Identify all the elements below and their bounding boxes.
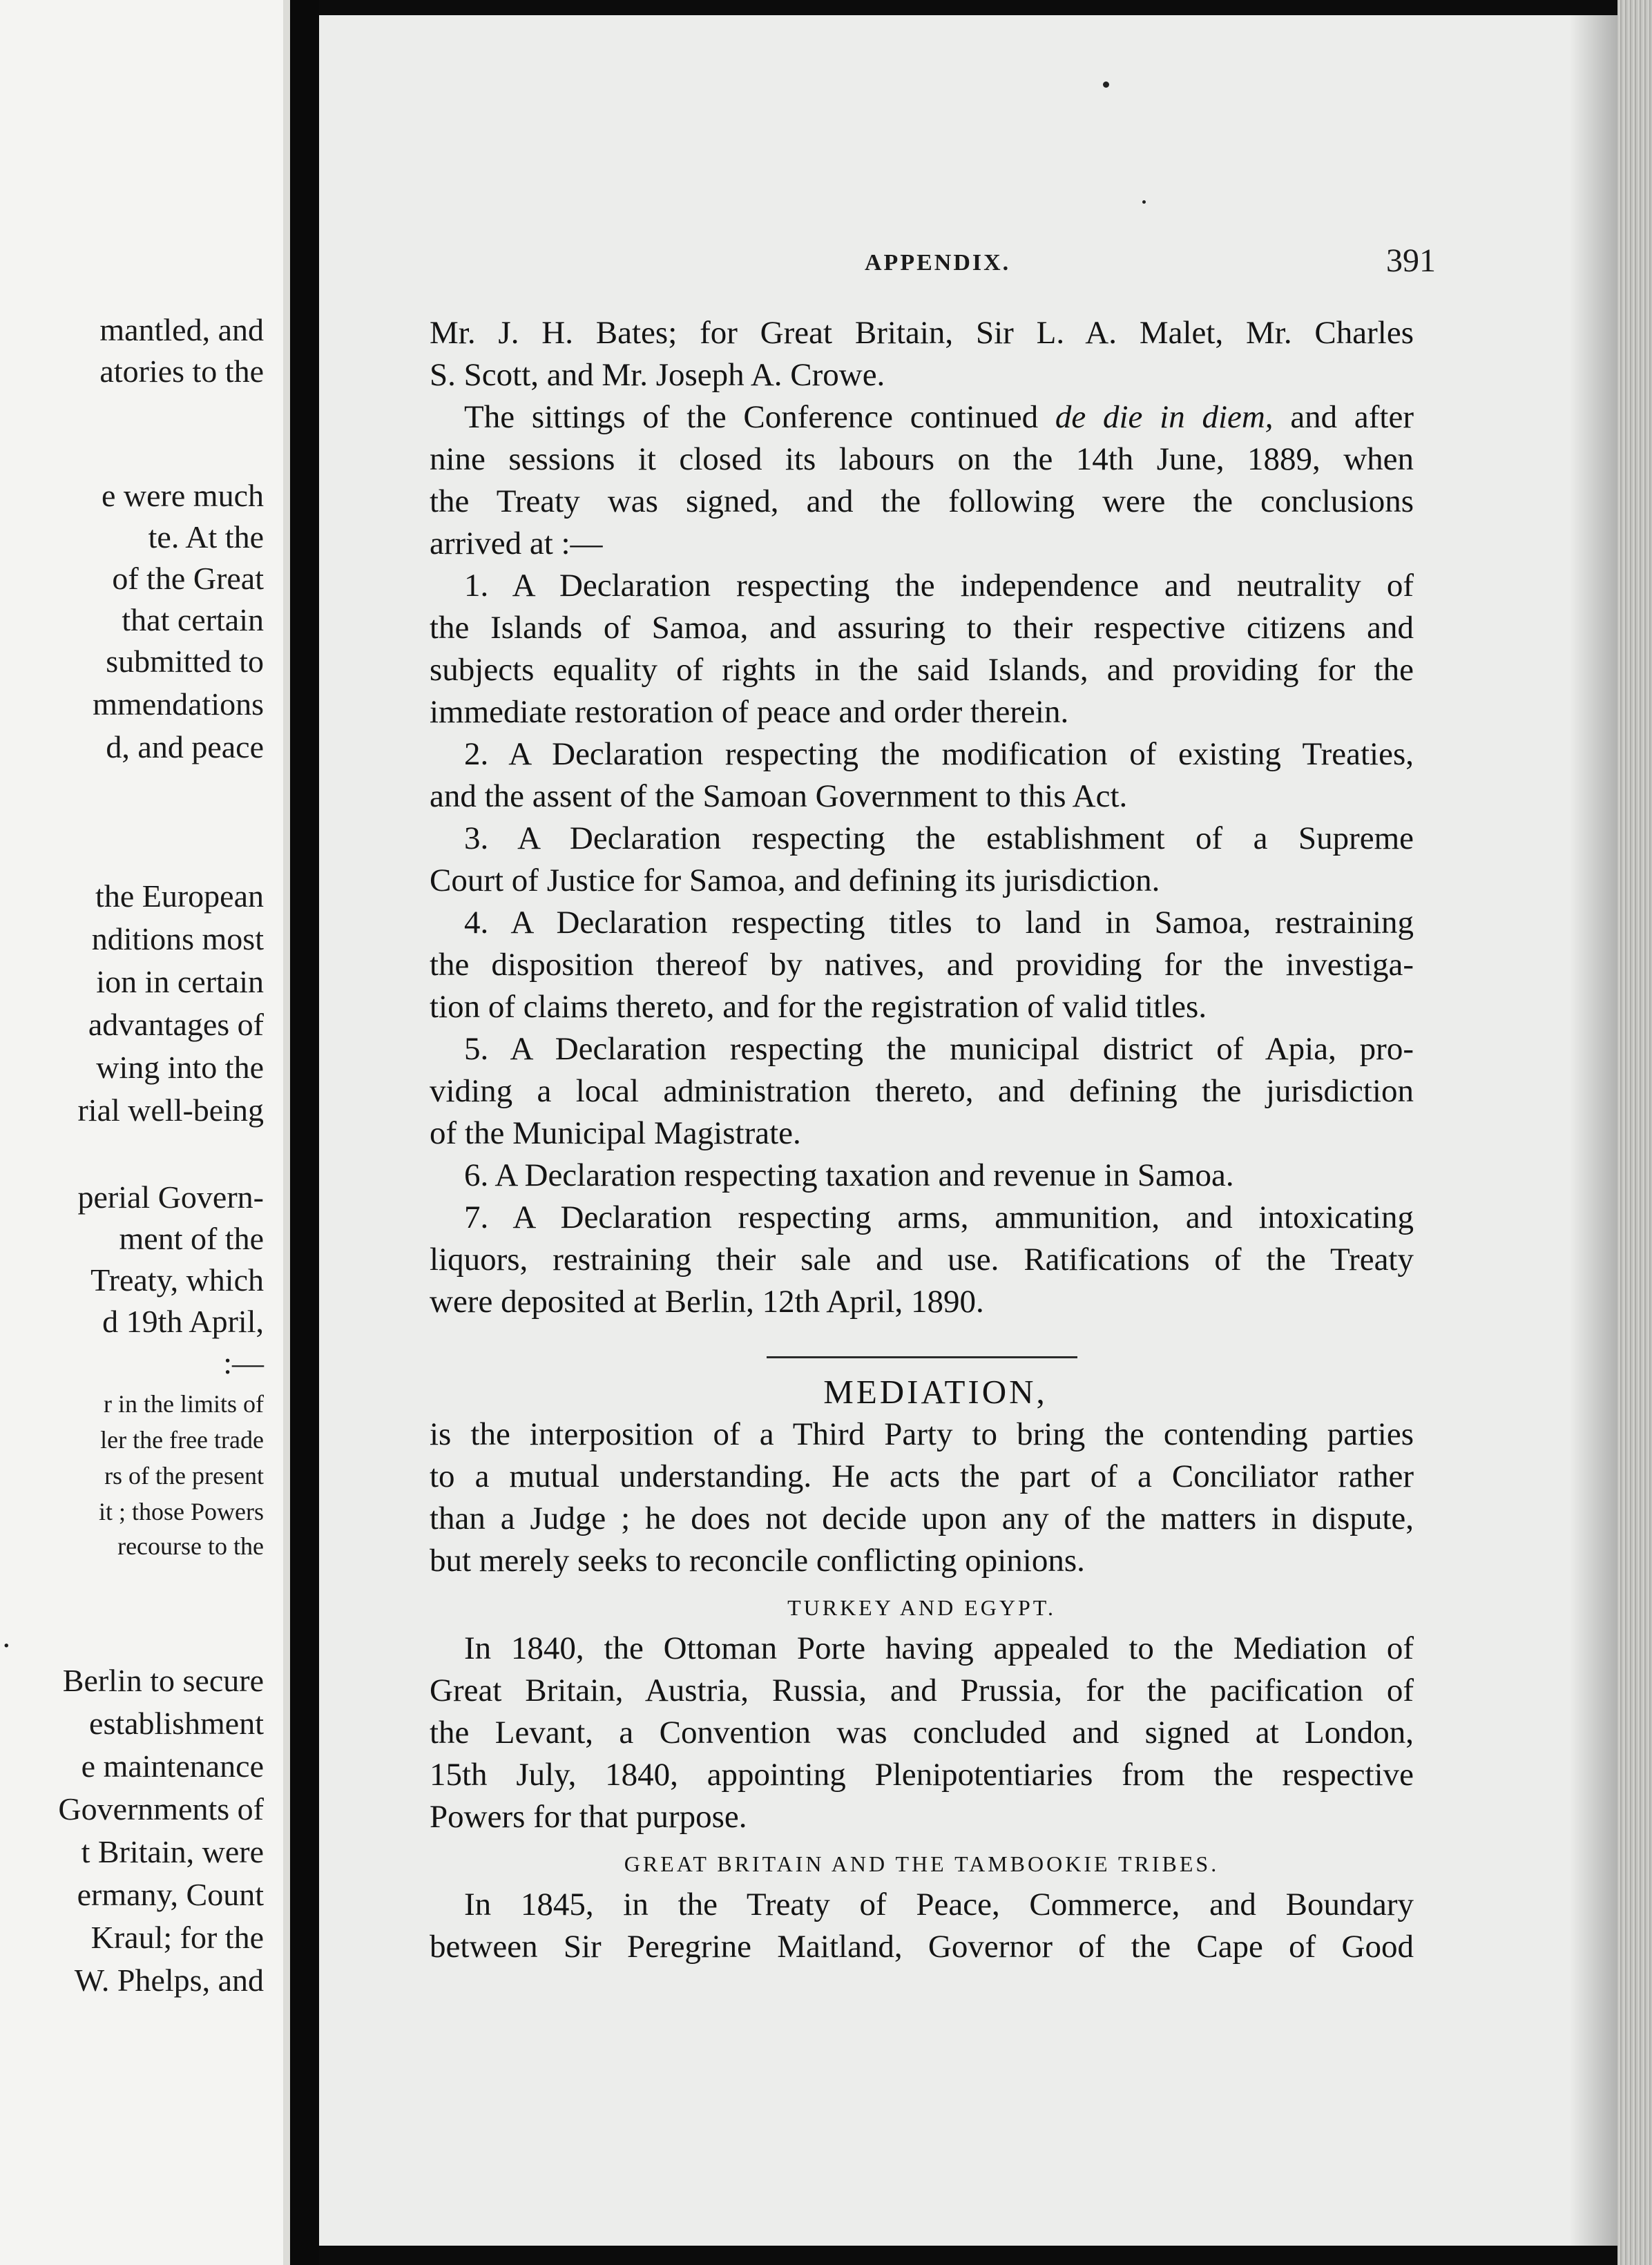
text-line: Powers for that purpose. xyxy=(430,1799,747,1835)
book-gutter xyxy=(290,0,319,2265)
latin-phrase: de die in diem, xyxy=(1055,399,1274,435)
left-text-line: rial well-being xyxy=(77,1092,264,1128)
text-run: and after xyxy=(1290,399,1414,435)
left-text-line: advantages of xyxy=(88,1007,264,1042)
list-item-line: 4. A Declaration respecting titles to land in Samoa, restraining xyxy=(464,905,1414,941)
text-line: between Sir Peregrine Maitland, Governor of the Cape of Good xyxy=(430,1929,1414,1965)
left-footnote-line: rs of the present xyxy=(104,1462,264,1490)
list-item-line: 6. A Declaration respecting taxation and revenue in Samoa. xyxy=(464,1157,1234,1193)
left-text-line: ermany, Count xyxy=(77,1877,264,1912)
list-item-line: 3. A Declaration respecting the establishment of a Supreme xyxy=(464,820,1414,856)
text-line: than a Judge ; he does not decide upon any of the matters in dispute, xyxy=(430,1501,1414,1536)
left-footnote-line: r in the limits of xyxy=(104,1390,264,1418)
text-line: S. Scott, and Mr. Joseph A. Crowe. xyxy=(430,357,885,393)
text-line: In 1845, in the Treaty of Peace, Commerce, and Boundary xyxy=(464,1887,1414,1922)
left-text-line: e maintenance xyxy=(81,1748,264,1784)
left-text-line: Berlin to secure xyxy=(62,1663,264,1698)
list-item-line: tion of claims thereto, and for the registration of valid titles. xyxy=(430,989,1207,1025)
left-footnote-line: ler the free trade xyxy=(100,1426,264,1454)
list-item-line: of the Municipal Magistrate. xyxy=(430,1115,801,1151)
binding-edge xyxy=(283,0,290,2265)
left-text-line: ion in certain xyxy=(96,964,264,999)
left-text-line: ment of the xyxy=(119,1221,264,1256)
left-text-line: atories to the xyxy=(99,354,264,389)
left-footnote-line: recourse to the xyxy=(117,1532,264,1560)
left-text-line: of the Great xyxy=(112,561,264,596)
left-text-line: W. Phelps, and xyxy=(74,1963,264,1998)
right-page xyxy=(319,15,1617,2246)
ink-speck xyxy=(1142,200,1146,204)
text-run: The sittings of the Conference continued xyxy=(464,399,1039,435)
left-page-fragment xyxy=(0,0,283,2265)
text-line: arrived at :— xyxy=(430,526,603,561)
left-text-line: mmendations xyxy=(93,686,264,722)
text-line: to a mutual understanding. He acts the part of a Conciliator rather xyxy=(430,1458,1414,1494)
text-line: nine sessions it closed its labours on the 14th June, 1889, when xyxy=(430,441,1414,477)
list-item-line: Court of Justice for Samoa, and defining its jurisdiction. xyxy=(430,862,1160,898)
text-line: In 1840, the Ottoman Porte having appealed to the Mediation of xyxy=(464,1630,1414,1666)
left-text-line: the European xyxy=(95,878,264,914)
list-item-line: viding a local administration thereto, and defining the jurisdiction xyxy=(430,1073,1414,1109)
section-heading-turkey-egypt: TURKEY AND EGYPT. xyxy=(787,1595,1056,1620)
left-footnote-line: it ; those Powers xyxy=(99,1498,264,1525)
list-item-line: immediate restoration of peace and order therein. xyxy=(430,694,1069,730)
left-text-line: wing into the xyxy=(96,1050,264,1085)
list-item-line: 2. A Declaration respecting the modification of existing Treaties, xyxy=(464,736,1414,772)
text-line: the Levant, a Convention was concluded and signed at London, xyxy=(430,1715,1414,1751)
left-text-line: perial Govern- xyxy=(77,1179,264,1215)
mediation-heading: MEDIATION, xyxy=(823,1373,1048,1411)
left-text-line: Treaty, which xyxy=(90,1262,264,1298)
list-item-line: were deposited at Berlin, 12th April, 1890. xyxy=(430,1284,984,1320)
left-text-line: t Britain, were xyxy=(81,1834,264,1869)
section-heading-tambookie: GREAT BRITAIN AND THE TAMBOOKIE TRIBES. xyxy=(624,1851,1220,1876)
left-text-line: submitted to xyxy=(106,644,264,679)
left-text-line: d, and peace xyxy=(106,729,264,764)
left-text-line: that certain xyxy=(122,602,264,637)
left-text-line: d 19th April, xyxy=(102,1304,264,1339)
text-line: Mr. J. H. Bates; for Great Britain, Sir L. A. Malet, Mr. Charles xyxy=(430,315,1414,351)
list-item-line: 5. A Declaration respecting the municipal district of Apia, pro- xyxy=(464,1031,1414,1067)
list-item-line: subjects equality of rights in the said Islands, and providing for the xyxy=(430,652,1414,688)
page-curve-shadow xyxy=(1569,15,1617,2246)
left-text-line: . xyxy=(2,1619,10,1654)
left-text-line: Governments of xyxy=(58,1791,264,1827)
left-text-line: :— xyxy=(223,1345,264,1380)
section-divider xyxy=(767,1356,1077,1358)
list-item-line: and the assent of the Samoan Government to this Act. xyxy=(430,778,1128,814)
left-text-line: e were much xyxy=(102,478,264,513)
list-item-line: 1. A Declaration respecting the independence and neutrality of xyxy=(464,568,1414,604)
text-line: Great Britain, Austria, Russia, and Prussia, for the pacification of xyxy=(430,1673,1414,1708)
text-line: is the interposition of a Third Party to bring the contending parties xyxy=(430,1416,1414,1452)
text-line: but merely seeks to reconcile conflicting opinions. xyxy=(430,1543,1085,1579)
list-item-line: the Islands of Samoa, and assuring to their respective citizens and xyxy=(430,610,1414,646)
text-line: the Treaty was signed, and the following were the conclusions xyxy=(430,483,1414,519)
left-text-line: establishment xyxy=(89,1706,264,1741)
left-text-line: te. At the xyxy=(148,519,264,555)
left-text-line: Kraul; for the xyxy=(90,1920,264,1955)
main-text xyxy=(430,312,1414,1968)
running-head: APPENDIX. xyxy=(865,250,1011,276)
left-text-line: nditions most xyxy=(91,921,264,956)
page-stack-edge xyxy=(1617,0,1652,2265)
list-item-line: the disposition thereof by natives, and providing for the investiga- xyxy=(430,947,1414,983)
ink-speck xyxy=(1103,81,1109,88)
list-item-line: 7. A Declaration respecting arms, ammunition, and intoxicating xyxy=(464,1199,1414,1235)
left-text-line: mantled, and xyxy=(99,312,264,347)
text-line xyxy=(430,396,1414,438)
text-line: 15th July, 1840, appointing Plenipotentiaries from the respective xyxy=(430,1757,1414,1793)
list-item-line: liquors, restraining their sale and use. Ratifications of the Treaty xyxy=(430,1242,1414,1278)
page-number: 391 xyxy=(1386,242,1436,279)
